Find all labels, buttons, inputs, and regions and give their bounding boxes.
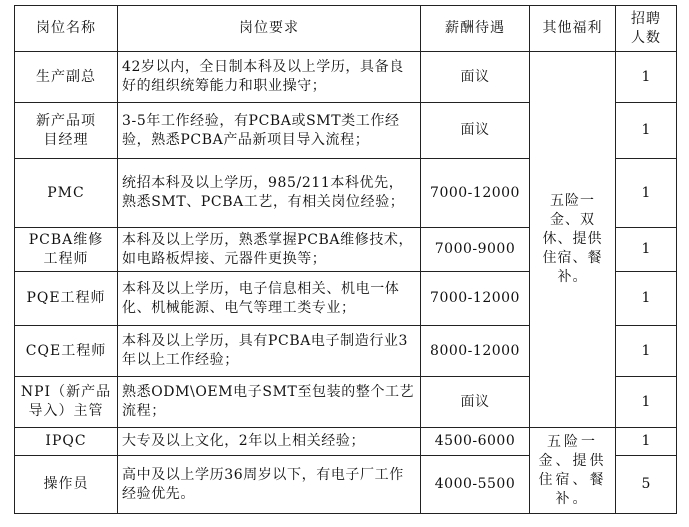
- salary-value: 7000-9000: [421, 228, 530, 272]
- salary-value: 4500-6000: [421, 428, 530, 456]
- benefits-group-2: 五险一金、提供住宿、餐补。: [530, 428, 616, 514]
- headcount-value: 5: [616, 456, 677, 514]
- position-requirements: 本科及以上学历，具有PCBA电子制造行业3年以上工作经验；: [118, 326, 421, 377]
- clipped-text-strip: [0, 0, 689, 4]
- position-requirements: 高中及以上学历36周岁以下，有电子厂工作经验优先。: [118, 456, 421, 514]
- table-row: [15, 428, 677, 456]
- position-requirements: 本科及以上学历，电子信息相关、机电一体化、机械能源、电气等理工类专业；: [118, 272, 421, 326]
- position-requirements: 42岁以内，全日制本科及以上学历，具备良好的组织统筹能力和职业操守；: [118, 52, 421, 103]
- table-row: [15, 52, 677, 103]
- salary-value: 4000-5500: [421, 456, 530, 514]
- header-headcount: 招聘人数: [616, 6, 677, 52]
- position-name: CQE工程师: [15, 326, 118, 377]
- table-header-row: [15, 6, 677, 52]
- header-salary: 薪酬待遇: [421, 6, 530, 52]
- headcount-value: 1: [616, 428, 677, 456]
- position-requirements: 熟悉ODM\OEM电子SMT至包装的整个工艺流程；: [118, 377, 421, 428]
- position-name: 生产副总: [15, 52, 118, 103]
- position-name: IPQC: [15, 428, 118, 456]
- salary-value: 8000-12000: [421, 326, 530, 377]
- job-openings-table: [14, 5, 677, 514]
- salary-value: 7000-12000: [421, 272, 530, 326]
- salary-value: 面议: [421, 103, 530, 159]
- benefits-group-1: 五险一金、双休、提供住宿、餐补。: [530, 52, 616, 428]
- position-name: 操作员: [15, 456, 118, 514]
- position-name: 新产品项目经理: [15, 103, 118, 159]
- header-benefits: 其他福利: [530, 6, 616, 52]
- headcount-value: 1: [616, 103, 677, 159]
- position-name: PCBA维修工程师: [15, 228, 118, 272]
- position-requirements: 大专及以上文化，2年以上相关经验；: [118, 428, 421, 456]
- position-name: PMC: [15, 159, 118, 228]
- headcount-value: 1: [616, 159, 677, 228]
- header-requirements: 岗位要求: [118, 6, 421, 52]
- position-requirements: 3-5年工作经验，有PCBA或SMT类工作经验，熟悉PCBA产品新项目导入流程；: [118, 103, 421, 159]
- salary-value: 面议: [421, 52, 530, 103]
- headcount-value: 1: [616, 228, 677, 272]
- headcount-value: 1: [616, 377, 677, 428]
- position-name: PQE工程师: [15, 272, 118, 326]
- headcount-value: 1: [616, 326, 677, 377]
- salary-value: 7000-12000: [421, 159, 530, 228]
- position-name: NPI（新产品导入）主管: [15, 377, 118, 428]
- header-position: 岗位名称: [15, 6, 118, 52]
- headcount-value: 1: [616, 272, 677, 326]
- salary-value: 面议: [421, 377, 530, 428]
- position-requirements: 本科及以上学历，熟悉掌握PCBA维修技术，如电路板焊接、元器件更换等；: [118, 228, 421, 272]
- headcount-value: 1: [616, 52, 677, 103]
- position-requirements: 统招本科及以上学历，985/211本科优先，熟悉SMT、PCBA工艺，有相关岗位经验；: [118, 159, 421, 228]
